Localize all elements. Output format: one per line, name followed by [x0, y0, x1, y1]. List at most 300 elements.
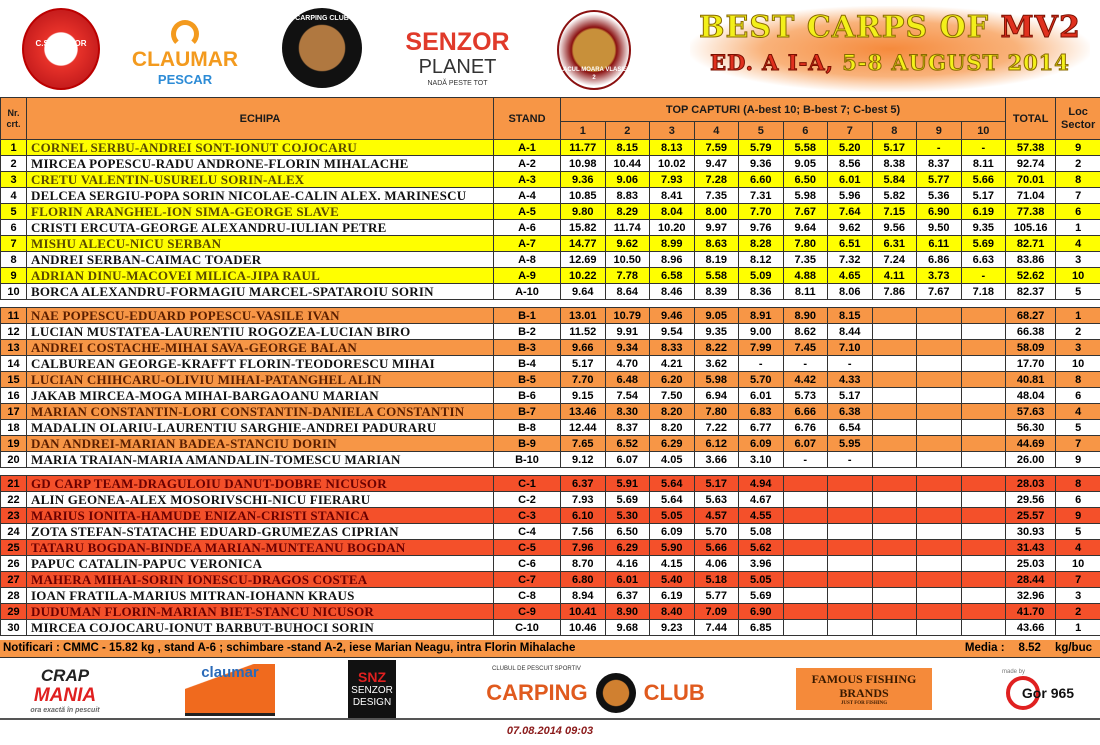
catch-7	[828, 508, 873, 524]
catch-2: 8.37	[605, 420, 650, 436]
catch-3: 10.02	[650, 156, 695, 172]
catch-1: 8.94	[561, 588, 606, 604]
total-weight: 70.01	[1006, 172, 1056, 188]
row-number: 10	[1, 284, 27, 300]
col-top-catches: TOP CAPTURI (A-best 10; B-best 7; C-best 5)	[561, 98, 1006, 122]
stand: B-10	[494, 452, 561, 468]
row-number: 2	[1, 156, 27, 172]
catch-2: 5.30	[605, 508, 650, 524]
catch-2: 5.69	[605, 492, 650, 508]
carping-club-badge-icon	[596, 673, 636, 713]
total-weight: 25.03	[1006, 556, 1056, 572]
catch-1: 10.22	[561, 268, 606, 284]
catch-10	[961, 372, 1006, 388]
catch-3: 6.58	[650, 268, 695, 284]
catch-7: -	[828, 356, 873, 372]
catch-4: 7.09	[694, 604, 739, 620]
catch-6	[783, 524, 828, 540]
catch-1: 13.46	[561, 404, 606, 420]
row-number: 7	[1, 236, 27, 252]
catch-9: 6.11	[917, 236, 962, 252]
row-number: 13	[1, 340, 27, 356]
total-weight: 92.74	[1006, 156, 1056, 172]
catch-4: 7.22	[694, 420, 739, 436]
row-number: 17	[1, 404, 27, 420]
catch-2: 10.79	[605, 308, 650, 324]
catch-9: 5.77	[917, 172, 962, 188]
team-name: PAPUC CATALIN-PAPUC VERONICA	[27, 556, 494, 572]
catch-4: 3.62	[694, 356, 739, 372]
total-weight: 71.04	[1006, 188, 1056, 204]
table-row	[1, 420, 1100, 436]
catch-7: 5.96	[828, 188, 873, 204]
catch-1: 9.36	[561, 172, 606, 188]
row-number: 8	[1, 252, 27, 268]
catch-6: 9.05	[783, 156, 828, 172]
catch-8	[872, 308, 917, 324]
event-title: BEST CARPS OF MV2 ED. A I-A, 5-8 AUGUST 2014	[690, 6, 1090, 92]
stand: C-1	[494, 476, 561, 492]
catch-4: 7.44	[694, 620, 739, 636]
row-number: 16	[1, 388, 27, 404]
catch-4: 7.80	[694, 404, 739, 420]
catch-2: 6.01	[605, 572, 650, 588]
catch-8	[872, 372, 917, 388]
claumar-logo: CLAUMAR PESCAR	[125, 14, 245, 92]
row-number: 11	[1, 308, 27, 324]
catch-1: 9.80	[561, 204, 606, 220]
row-number: 6	[1, 220, 27, 236]
catch-9	[917, 524, 962, 540]
team-name: GD CARP TEAM-DRAGULOIU DANUT-DOBRE NICUSOR	[27, 476, 494, 492]
catch-3: 5.64	[650, 492, 695, 508]
catch-8	[872, 476, 917, 492]
catch-9	[917, 508, 962, 524]
catch-9: 3.73	[917, 268, 962, 284]
total-weight: 56.30	[1006, 420, 1056, 436]
catch-7	[828, 556, 873, 572]
catch-3: 8.20	[650, 420, 695, 436]
catch-8	[872, 572, 917, 588]
catch-1: 6.80	[561, 572, 606, 588]
table-row	[1, 340, 1100, 356]
catch-2: 11.74	[605, 220, 650, 236]
catch-8	[872, 452, 917, 468]
catch-4: 8.00	[694, 204, 739, 220]
catch-6: 6.66	[783, 404, 828, 420]
row-number: 29	[1, 604, 27, 620]
table-row	[1, 620, 1100, 636]
row-number: 4	[1, 188, 27, 204]
catch-5: 5.62	[739, 540, 784, 556]
spacer	[1, 468, 1100, 476]
catch-3: 8.41	[650, 188, 695, 204]
crapmania-logo: CRAP MANIA ora exactă în pescuit	[30, 665, 100, 714]
team-name: MIRCEA POPESCU-RADU ANDRONE-FLORIN MIHALACHE	[27, 156, 494, 172]
sector-place: 4	[1056, 540, 1100, 556]
catch-9	[917, 308, 962, 324]
table-row	[1, 540, 1100, 556]
catch-9	[917, 404, 962, 420]
total-weight: 83.86	[1006, 252, 1056, 268]
catch-10: 7.18	[961, 284, 1006, 300]
catch-3: 8.99	[650, 236, 695, 252]
total-weight: 82.71	[1006, 236, 1056, 252]
catch-3: 8.04	[650, 204, 695, 220]
sector-place: 8	[1056, 476, 1100, 492]
total-weight: 25.57	[1006, 508, 1056, 524]
total-weight: 43.66	[1006, 620, 1056, 636]
catch-10	[961, 588, 1006, 604]
catch-7: 4.33	[828, 372, 873, 388]
catch-10	[961, 340, 1006, 356]
catch-3: 8.13	[650, 140, 695, 156]
total-weight: 30.93	[1006, 524, 1056, 540]
catch-9	[917, 340, 962, 356]
stand: C-10	[494, 620, 561, 636]
catch-10: 9.35	[961, 220, 1006, 236]
catch-6: 7.80	[783, 236, 828, 252]
catch-7	[828, 604, 873, 620]
team-name: ZOTA STEFAN-STATACHE EDUARD-GRUMEZAS CIPRIAN	[27, 524, 494, 540]
catch-5: 7.31	[739, 188, 784, 204]
row-number: 19	[1, 436, 27, 452]
catch-8: 9.56	[872, 220, 917, 236]
catch-5: 7.70	[739, 204, 784, 220]
catch-7	[828, 588, 873, 604]
col-nr: Nr. crt.	[1, 98, 27, 140]
results-table	[0, 97, 1100, 636]
stand: A-8	[494, 252, 561, 268]
catch-6: 7.35	[783, 252, 828, 268]
catch-7: 5.17	[828, 388, 873, 404]
total-weight: 52.62	[1006, 268, 1056, 284]
average-weight: Media : 8.52 kg/buc	[964, 642, 1092, 654]
catch-1: 9.12	[561, 452, 606, 468]
header-banner	[0, 0, 1100, 97]
row-number: 18	[1, 420, 27, 436]
sector-place: 10	[1056, 268, 1100, 284]
col-catch-2: 2	[605, 122, 650, 140]
catch-4: 7.35	[694, 188, 739, 204]
col-loc: Loc Sector	[1056, 98, 1100, 140]
catch-1: 7.70	[561, 372, 606, 388]
catch-1: 7.96	[561, 540, 606, 556]
row-number: 30	[1, 620, 27, 636]
catch-3: 5.05	[650, 508, 695, 524]
stand: B-4	[494, 356, 561, 372]
catch-6	[783, 588, 828, 604]
catch-2: 6.48	[605, 372, 650, 388]
table-row	[1, 284, 1100, 300]
catch-2: 6.52	[605, 436, 650, 452]
col-team: ECHIPA	[27, 98, 494, 140]
total-weight: 48.04	[1006, 388, 1056, 404]
catch-1: 9.15	[561, 388, 606, 404]
catch-3: 6.20	[650, 372, 695, 388]
catch-4: 5.66	[694, 540, 739, 556]
team-name: JAKAB MIRCEA-MOGA MIHAI-BARGAOANU MARIAN	[27, 388, 494, 404]
catch-10	[961, 308, 1006, 324]
sector-place: 9	[1056, 508, 1100, 524]
catch-8	[872, 356, 917, 372]
catch-5: 5.05	[739, 572, 784, 588]
sector-place: 3	[1056, 340, 1100, 356]
team-name: MARIAN CONSTANTIN-LORI CONSTANTIN-DANIELA CONSTANTIN	[27, 404, 494, 420]
table-row	[1, 436, 1100, 452]
catch-4: 5.77	[694, 588, 739, 604]
team-name: DELCEA SERGIU-POPA SORIN NICOLAE-CALIN ALEX. MARINESCU	[27, 188, 494, 204]
catch-9: 8.37	[917, 156, 962, 172]
catch-2: 9.62	[605, 236, 650, 252]
team-name: MADALIN OLARIU-LAURENTIU SARGHIE-ANDREI PADURARU	[27, 420, 494, 436]
catch-6	[783, 620, 828, 636]
catch-10	[961, 508, 1006, 524]
catch-8: 7.24	[872, 252, 917, 268]
catch-2: 8.29	[605, 204, 650, 220]
catch-9	[917, 620, 962, 636]
stand: A-2	[494, 156, 561, 172]
stand: A-3	[494, 172, 561, 188]
sector-place: 8	[1056, 372, 1100, 388]
catch-8	[872, 508, 917, 524]
catch-7: 9.62	[828, 220, 873, 236]
stand: B-8	[494, 420, 561, 436]
stand: A-1	[494, 140, 561, 156]
table-row	[1, 356, 1100, 372]
catch-3: 6.09	[650, 524, 695, 540]
catch-4: 6.12	[694, 436, 739, 452]
catch-1: 9.66	[561, 340, 606, 356]
catch-3: 4.21	[650, 356, 695, 372]
catch-10	[961, 388, 1006, 404]
catch-8: 4.11	[872, 268, 917, 284]
catch-5: 6.60	[739, 172, 784, 188]
catch-9	[917, 372, 962, 388]
catch-6: 8.11	[783, 284, 828, 300]
catch-10	[961, 604, 1006, 620]
catch-3: 8.96	[650, 252, 695, 268]
catch-2: 8.90	[605, 604, 650, 620]
catch-6: 5.98	[783, 188, 828, 204]
carping-club-sponsor-logo: CLUBUL DE PESCUIT SPORTIV CARPING CLUB	[488, 660, 703, 718]
catch-9	[917, 556, 962, 572]
catch-4: 9.35	[694, 324, 739, 340]
catch-8	[872, 604, 917, 620]
catch-4: 4.57	[694, 508, 739, 524]
catch-3: 8.40	[650, 604, 695, 620]
sector-place: 9	[1056, 452, 1100, 468]
catch-6: 7.45	[783, 340, 828, 356]
col-catch-5: 5	[739, 122, 784, 140]
catch-7: 5.20	[828, 140, 873, 156]
catch-5: 6.01	[739, 388, 784, 404]
catch-7: 8.06	[828, 284, 873, 300]
total-weight: 57.63	[1006, 404, 1056, 420]
table-row	[1, 308, 1100, 324]
catch-10	[961, 476, 1006, 492]
catch-9	[917, 324, 962, 340]
catch-2: 6.37	[605, 588, 650, 604]
sector-place: 6	[1056, 204, 1100, 220]
team-name: DUDUMAN FLORIN-MARIAN BIET-STANCU NICUSOR	[27, 604, 494, 620]
total-weight: 28.03	[1006, 476, 1056, 492]
catch-9	[917, 604, 962, 620]
catch-4: 3.66	[694, 452, 739, 468]
catch-1: 7.56	[561, 524, 606, 540]
catch-5: 9.00	[739, 324, 784, 340]
col-catch-1: 1	[561, 122, 606, 140]
catch-6: 6.76	[783, 420, 828, 436]
catch-10	[961, 524, 1006, 540]
col-catch-7: 7	[828, 122, 873, 140]
catch-4: 5.70	[694, 524, 739, 540]
stand: C-5	[494, 540, 561, 556]
catch-8	[872, 524, 917, 540]
col-catch-8: 8	[872, 122, 917, 140]
team-name: ALIN GEONEA-ALEX MOSORIVSCHI-NICU FIERARU	[27, 492, 494, 508]
row-number: 20	[1, 452, 27, 468]
team-name: MARIA TRAIAN-MARIA AMANDALIN-TOMESCU MARIAN	[27, 452, 494, 468]
catch-9: 9.50	[917, 220, 962, 236]
team-name: NAE POPESCU-EDUARD POPESCU-VASILE IVAN	[27, 308, 494, 324]
catch-6	[783, 572, 828, 588]
catch-7	[828, 476, 873, 492]
team-name: IOAN FRATILA-MARIUS MITRAN-IOHANN KRAUS	[27, 588, 494, 604]
catch-1: 9.64	[561, 284, 606, 300]
catch-3: 6.19	[650, 588, 695, 604]
stand: A-6	[494, 220, 561, 236]
total-weight: 32.96	[1006, 588, 1056, 604]
total-weight: 26.00	[1006, 452, 1056, 468]
row-number: 12	[1, 324, 27, 340]
table-row	[1, 252, 1100, 268]
table-row	[1, 204, 1100, 220]
catch-10: 5.66	[961, 172, 1006, 188]
spacer	[1, 300, 1100, 308]
table-row	[1, 156, 1100, 172]
catch-4: 8.63	[694, 236, 739, 252]
catch-9	[917, 572, 962, 588]
catch-3: 8.20	[650, 404, 695, 420]
catch-9: 6.90	[917, 204, 962, 220]
sector-place: 2	[1056, 604, 1100, 620]
catch-2: 10.50	[605, 252, 650, 268]
catch-8: 6.31	[872, 236, 917, 252]
catch-6: -	[783, 356, 828, 372]
table-row	[1, 324, 1100, 340]
senzor-design-logo: SNZ SENZOR DESIGN	[348, 660, 396, 718]
catch-5: 4.67	[739, 492, 784, 508]
catch-2: 9.91	[605, 324, 650, 340]
catch-3: 7.50	[650, 388, 695, 404]
catch-7	[828, 620, 873, 636]
catch-2: 9.06	[605, 172, 650, 188]
catch-7	[828, 492, 873, 508]
row-number: 26	[1, 556, 27, 572]
row-number: 28	[1, 588, 27, 604]
stand: B-1	[494, 308, 561, 324]
catch-2: 10.44	[605, 156, 650, 172]
total-weight: 40.81	[1006, 372, 1056, 388]
catch-5: 4.55	[739, 508, 784, 524]
catch-3: 6.29	[650, 436, 695, 452]
catch-10	[961, 324, 1006, 340]
col-catch-10: 10	[961, 122, 1006, 140]
notifications-bar	[0, 640, 1100, 658]
catch-5: 7.99	[739, 340, 784, 356]
stand: B-9	[494, 436, 561, 452]
team-name: MARIUS IONITA-HAMUDE ENIZAN-CRISTI STANICA	[27, 508, 494, 524]
catch-10	[961, 492, 1006, 508]
catch-3: 9.46	[650, 308, 695, 324]
catch-8	[872, 620, 917, 636]
sector-place: 8	[1056, 172, 1100, 188]
team-name: BORCA ALEXANDRU-FORMAGIU MARCEL-SPATAROIU SORIN	[27, 284, 494, 300]
catch-6	[783, 540, 828, 556]
table-row	[1, 172, 1100, 188]
catch-8	[872, 556, 917, 572]
table-row	[1, 588, 1100, 604]
table-row	[1, 268, 1100, 284]
total-weight: 57.38	[1006, 140, 1056, 156]
moara-vlasiei-logo: LACUL MOARA VLASIEI 2	[557, 10, 631, 90]
row-number: 5	[1, 204, 27, 220]
catch-5: 4.94	[739, 476, 784, 492]
team-name: FLORIN ARANGHEL-ION SIMA-GEORGE SLAVE	[27, 204, 494, 220]
catch-3: 5.64	[650, 476, 695, 492]
catch-6: 5.73	[783, 388, 828, 404]
catch-7: 6.51	[828, 236, 873, 252]
table-row	[1, 476, 1100, 492]
catch-10	[961, 540, 1006, 556]
team-name: ADRIAN DINU-MACOVEI MILICA-JIPA RAUL	[27, 268, 494, 284]
catch-7: 8.44	[828, 324, 873, 340]
team-name: ANDREI COSTACHE-MIHAI SAVA-GEORGE BALAN	[27, 340, 494, 356]
catch-8: 5.84	[872, 172, 917, 188]
timestamp: 07.08.2014 09:03	[506, 725, 594, 737]
catch-3: 4.05	[650, 452, 695, 468]
total-weight: 44.69	[1006, 436, 1056, 452]
catch-9	[917, 492, 962, 508]
catch-3: 9.23	[650, 620, 695, 636]
catch-9	[917, 588, 962, 604]
catch-9	[917, 452, 962, 468]
catch-1: 7.65	[561, 436, 606, 452]
catch-10: 5.17	[961, 188, 1006, 204]
team-name: MISHU ALECU-NICU SERBAN	[27, 236, 494, 252]
catch-10: -	[961, 268, 1006, 284]
claumar-ring-icon	[171, 20, 199, 48]
section-gap	[1, 468, 1100, 476]
stand: B-5	[494, 372, 561, 388]
catch-5: 5.09	[739, 268, 784, 284]
catch-7: 7.64	[828, 204, 873, 220]
sector-place: 3	[1056, 588, 1100, 604]
catch-8	[872, 420, 917, 436]
catch-7: 7.32	[828, 252, 873, 268]
catch-5: 8.28	[739, 236, 784, 252]
team-name: DAN ANDREI-MARIAN BADEA-STANCIU DORIN	[27, 436, 494, 452]
catch-9	[917, 420, 962, 436]
catch-8: 8.38	[872, 156, 917, 172]
team-name: MIRCEA COJOCARU-IONUT BARBUT-BUHOCI SORIN	[27, 620, 494, 636]
catch-7: 5.95	[828, 436, 873, 452]
catch-4: 9.05	[694, 308, 739, 324]
sector-place: 10	[1056, 356, 1100, 372]
catch-8	[872, 540, 917, 556]
catch-5: 6.09	[739, 436, 784, 452]
